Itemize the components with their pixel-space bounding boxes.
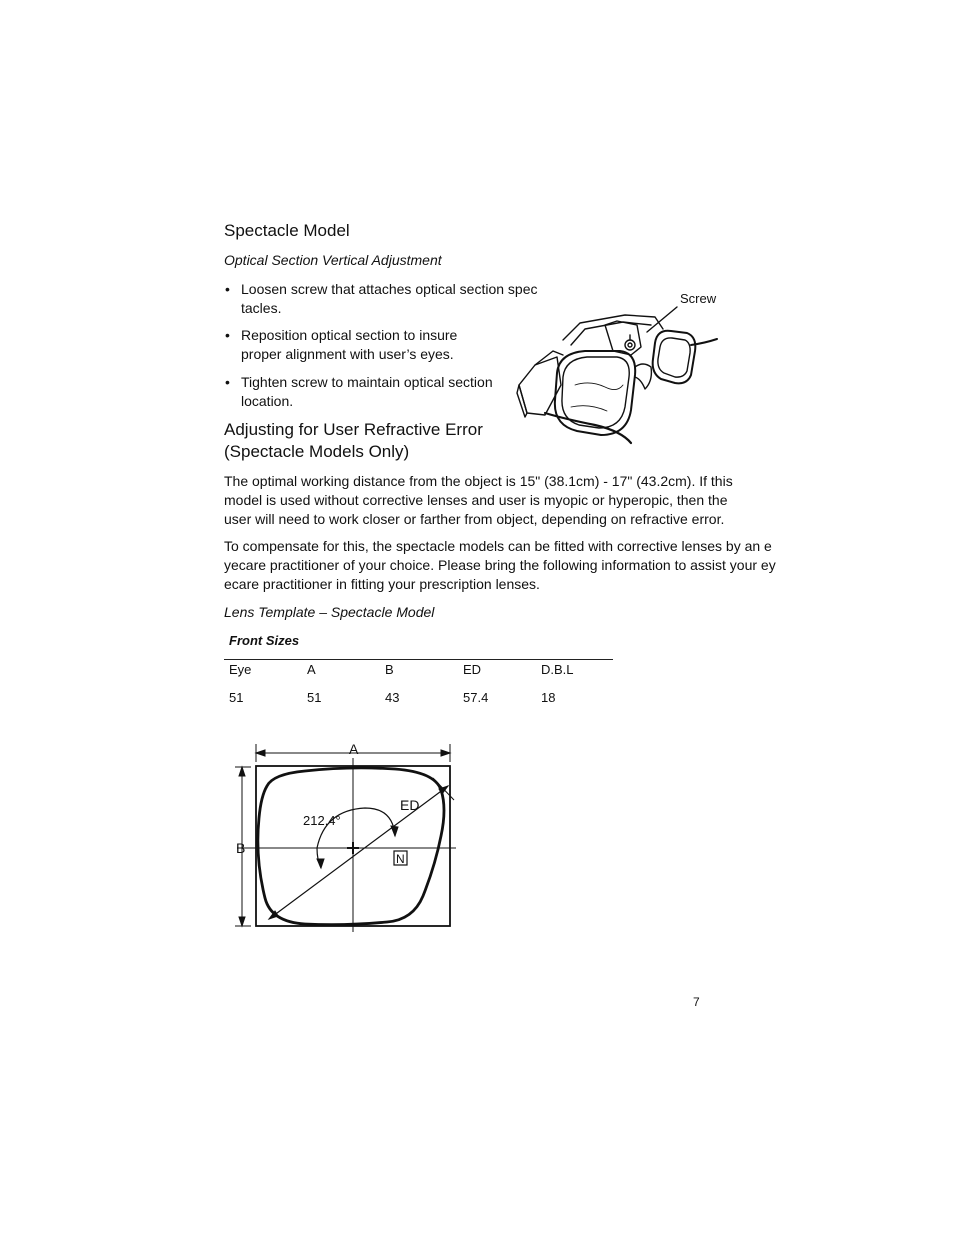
paragraph-line: yecare practitioner of your choice. Please bring the following information to assist your ey xyxy=(224,557,776,573)
label-n: N xyxy=(396,852,405,866)
front-sizes-title: Front Sizes xyxy=(229,633,300,648)
paragraph-line: The optimal working distance from the object is 15" (38.1cm) - 17" (43.2cm). If this xyxy=(224,473,733,489)
label-ed: ED xyxy=(400,797,420,813)
label-a: A xyxy=(349,741,359,757)
column-header-eye: Eye xyxy=(224,660,302,680)
refractive-title-line: Adjusting for User Refractive Error xyxy=(224,420,483,439)
bullet-line: Tighten screw to maintain optical section xyxy=(241,374,493,390)
cell-eye: 51 xyxy=(229,689,244,705)
section-title: Spectacle Model xyxy=(224,221,350,240)
lens-template-title: Lens Template – Spectacle Model xyxy=(224,604,435,620)
front-sizes-table xyxy=(224,659,613,715)
paragraph-compensate xyxy=(224,537,776,594)
bullet-symbol: • xyxy=(225,281,230,297)
angle-label: 212.4° xyxy=(303,813,341,828)
section-subtitle: Optical Section Vertical Adjustment xyxy=(224,252,442,268)
paragraph-working-distance xyxy=(224,472,733,529)
cell-a: 51 xyxy=(307,689,322,705)
paragraph-line: ecare practitioner in fitting your prescription lenses. xyxy=(224,576,540,592)
screw-callout: Screw xyxy=(680,291,717,306)
column-header-ed: ED xyxy=(458,660,536,680)
bullet-symbol: • xyxy=(225,374,230,390)
lens-template-diagram xyxy=(225,738,465,938)
cell-ed: 57.4 xyxy=(463,689,489,705)
bullet-line: proper alignment with user’s eyes. xyxy=(241,346,454,362)
paragraph-line: user will need to work closer or farther from object, depending on refractive error. xyxy=(224,511,725,527)
spectacle-illustration xyxy=(505,285,730,450)
refractive-title-line: (Spectacle Models Only) xyxy=(224,442,410,461)
bullet-line: tacles. xyxy=(241,300,282,316)
bullet-line: Loosen screw that attaches optical section spec xyxy=(241,281,538,297)
page-number: 7 xyxy=(693,995,700,1009)
cell-b: 43 xyxy=(385,689,400,705)
table-header-row xyxy=(224,660,613,680)
column-header-dbl: D.B.L xyxy=(536,660,613,680)
paragraph-line: To compensate for this, the spectacle models can be fitted with corrective lenses by an e xyxy=(224,538,772,554)
table-row xyxy=(224,679,613,715)
paragraph-line: model is used without corrective lenses and user is myopic or hyperopic, then the xyxy=(224,492,728,508)
cell-dbl: 18 xyxy=(541,689,556,705)
column-header-a: A xyxy=(302,660,380,680)
refractive-title xyxy=(224,419,483,463)
bullet-line: location. xyxy=(241,393,294,409)
bullet-symbol: • xyxy=(225,327,230,343)
label-b: B xyxy=(236,840,246,856)
column-header-b: B xyxy=(380,660,458,680)
bullet-line: Reposition optical section to insure xyxy=(241,327,458,343)
